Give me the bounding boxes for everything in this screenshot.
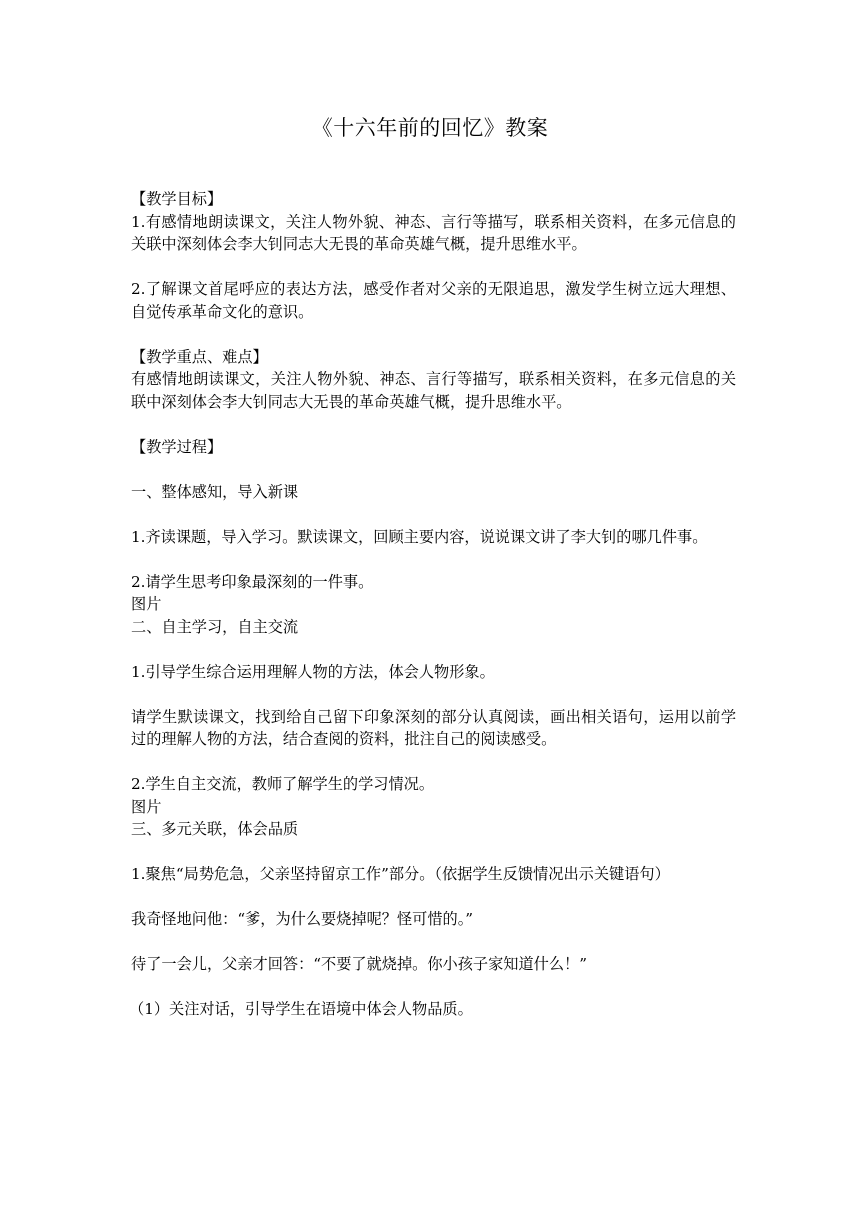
process-heading: 【教学过程】 bbox=[131, 437, 223, 456]
objective-1: 1.有感情地朗读课文，关注人物外貌、神态、言行等描写，联系相关资料，在多元信息的关联中深刻体会李大钊同志大无畏的革命英雄气概，提升思维水平。 bbox=[131, 212, 736, 253]
paragraph-gap bbox=[131, 931, 736, 954]
image-placeholder-1: 图片 bbox=[131, 595, 162, 613]
paragraph-gap bbox=[131, 503, 736, 526]
paragraph-gap bbox=[131, 638, 736, 661]
paragraph-gap bbox=[131, 323, 736, 346]
objectives-heading: 【教学目标】 bbox=[131, 190, 223, 208]
paragraph-gap bbox=[131, 548, 736, 571]
part-3-item-1: 1.聚焦“局势危急，父亲坚持留京工作”部分。（依据学生反馈情况出示关键语句） bbox=[131, 865, 670, 883]
image-placeholder-2: 图片 bbox=[131, 797, 162, 816]
part-3-heading: 三、多元关联，体会品质 bbox=[131, 820, 299, 838]
quote-1: 我奇怪地问他：“爹，为什么要烧掉呢？怪可惜的。” bbox=[131, 910, 474, 928]
paragraph-gap bbox=[131, 976, 736, 999]
part-2-item-1: 1.引导学生综合运用理解人物的方法，体会人物形象。 bbox=[131, 662, 495, 681]
objective-2: 2.了解课文首尾呼应的表达方法，感受作者对父亲的无限追思，激发学生树立远大理想、自觉传承革命文化的意识。 bbox=[131, 280, 736, 321]
part-2-item-2: 2.学生自主交流，教师了解学生的学习情况。 bbox=[131, 775, 435, 793]
paragraph-gap bbox=[131, 841, 736, 864]
part-2-item-1-detail: 请学生默读课文，找到给自己留下印象深刻的部分认真阅读，画出相关语句，运用以前学过的理解人物的方法，结合查阅的资料，批注自己的阅读感受。 bbox=[131, 707, 736, 748]
keypoints-heading: 【教学重点、难点】 bbox=[131, 347, 268, 366]
part-1-item-2: 2.请学生思考印象最深刻的一件事。 bbox=[131, 572, 374, 591]
paragraph-gap bbox=[131, 751, 736, 774]
paragraph-gap bbox=[131, 256, 736, 279]
paragraph-gap bbox=[131, 458, 736, 481]
paragraph-gap bbox=[131, 886, 736, 909]
document-title: 《十六年前的回忆》教案 bbox=[311, 116, 549, 140]
quote-2: 待了一会儿，父亲才回答：“不要了就烧掉。你小孩子家知道什么！” bbox=[131, 955, 587, 973]
paragraph-gap bbox=[131, 413, 736, 436]
part-1-heading: 一、整体感知，导入新课 bbox=[131, 482, 299, 501]
part-1-item-1: 1.齐读课题，导入学习。默读课文，回顾主要内容，说说课文讲了李大钊的哪几件事。 bbox=[131, 527, 708, 546]
keypoints-text: 有感情地朗读课文，关注人物外貌、神态、言行等描写，联系相关资料，在多元信息的关联中深刻体会李大钊同志大无畏的革命英雄气概，提升思维水平。 bbox=[131, 370, 736, 411]
part-3-sub-1: （1）关注对话，引导学生在语境中体会人物品质。 bbox=[129, 1000, 473, 1018]
document-body bbox=[131, 188, 736, 1021]
paragraph-gap bbox=[131, 683, 736, 706]
part-2-heading: 二、自主学习，自主交流 bbox=[131, 617, 299, 636]
